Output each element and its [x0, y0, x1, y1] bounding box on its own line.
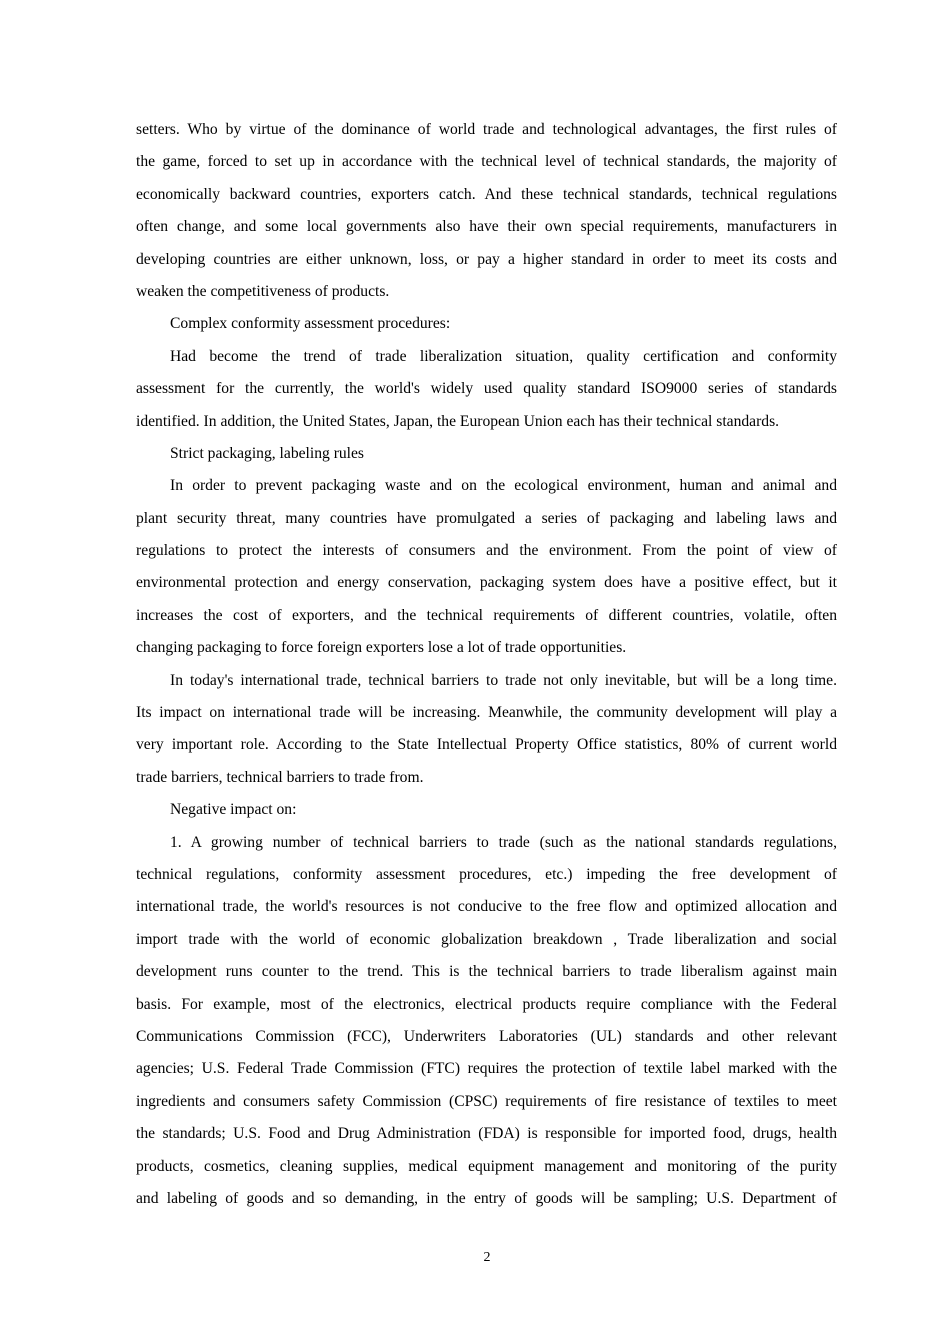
paragraph [136, 341, 837, 438]
text-line: Had become the trend of trade liberalization situation, quality certification and conformity [170, 347, 837, 365]
paragraph [136, 794, 837, 826]
text-line: the game, forced to set up in accordance with the technical level of technical standards, the majority of [136, 153, 837, 171]
paragraph [136, 827, 837, 1216]
text-line: increases the cost of exporters, and the technical requirements of different countries, volatile, often [136, 606, 837, 624]
text-line: products, cosmetics, cleaning supplies, medical equipment management and monitoring of the purity [136, 1157, 837, 1175]
text-line: the standards; U.S. Food and Drug Administration (FDA) is responsible for imported food, drugs, health [136, 1125, 837, 1143]
text-line: Communications Commission (FCC), Underwriters Laboratories (UL) standards and other relevant [136, 1027, 837, 1045]
text-line: identified. In addition, the United States, Japan, the European Union each has their technical standards. [136, 412, 780, 430]
text-line: assessment for the currently, the world's widely used quality standard ISO9000 series of standards [136, 380, 837, 398]
page-number: 2 [483, 1250, 491, 1265]
text-line: agencies; U.S. Federal Trade Commission (FTC) requires the protection of textile label marked with the [136, 1060, 837, 1078]
text-line: Strict packaging, labeling rules [170, 444, 365, 462]
text-line: and labeling of goods and so demanding, in the entry of goods will be sampling; U.S. Department of [136, 1189, 837, 1207]
text-line: Negative impact on: [170, 801, 297, 819]
paragraph [136, 438, 837, 470]
paragraph [136, 308, 837, 340]
text-line: often change, and some local governments also have their own special requirements, manufacturers in [136, 218, 837, 236]
text-line: international trade, the world's resources is not conducive to the free flow and optimized allocation and [136, 898, 837, 916]
text-line: In today's international trade, technical barriers to trade not only inevitable, but will be a long time. [170, 671, 837, 689]
document-body [136, 114, 837, 1215]
text-line: technical regulations, conformity assessment procedures, etc.) impeding the free development of [136, 865, 837, 883]
text-line: ingredients and consumers safety Commission (CPSC) requirements of fire resistance of textiles to meet [136, 1092, 837, 1110]
text-line: setters. Who by virtue of the dominance of world trade and technological advantages, the first rules of [136, 121, 837, 138]
text-line: very important role. According to the State Intellectual Property Office statistics, 80% of current world [136, 736, 837, 754]
text-line: Complex conformity assessment procedures: [170, 315, 451, 333]
text-line: developing countries are either unknown, loss, or pay a higher standard in order to meet its costs and [136, 250, 837, 268]
text-line: environmental protection and energy conservation, packaging system does have a positive effect, but it [136, 574, 837, 592]
text-line: 1. A growing number of technical barriers to trade (such as the national standards regulations, [170, 833, 837, 851]
text-line: changing packaging to force foreign exporters lose a lot of trade opportunities. [136, 639, 627, 657]
text-line: Its impact on international trade will be increasing. Meanwhile, the community development will play a [136, 704, 837, 722]
paragraph [136, 470, 837, 664]
paragraph [136, 114, 837, 308]
text-line: plant security threat, many countries have promulgated a series of packaging and labeling laws and [136, 509, 837, 527]
text-line: basis. For example, most of the electronics, electrical products require compliance with the Federal [136, 995, 837, 1013]
text-line: regulations to protect the interests of consumers and the environment. From the point of view of [136, 542, 837, 560]
text-line: trade barriers, technical barriers to trade from. [136, 768, 424, 786]
text-line: economically backward countries, exporters catch. And these technical standards, technical regulations [136, 185, 837, 203]
paragraph [136, 665, 837, 795]
text-line: weaken the competitiveness of products. [136, 282, 390, 300]
text-line: In order to prevent packaging waste and on the ecological environment, human and animal and [170, 477, 837, 495]
text-line: development runs counter to the trend. This is the technical barriers to trade liberalism against main [136, 963, 837, 981]
text-line: import trade with the world of economic globalization breakdown , Trade liberalization and social [136, 930, 837, 948]
